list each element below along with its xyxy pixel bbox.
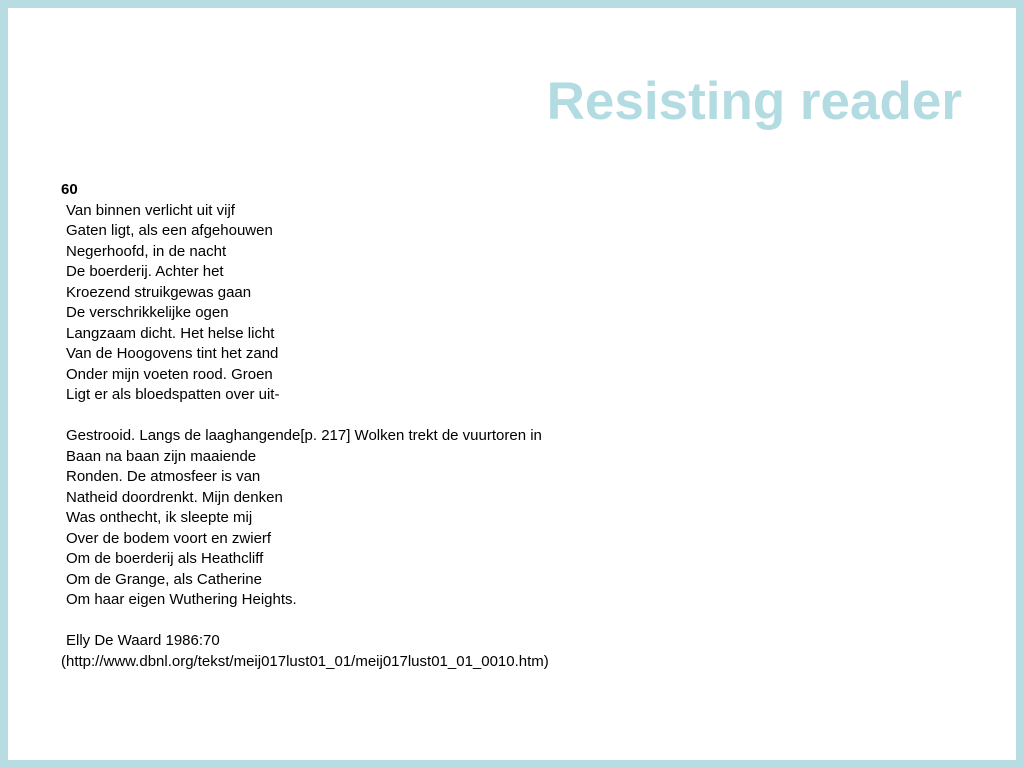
poem-attribution: Elly De Waard 1986:70 (66, 632, 220, 649)
poem-line: De boerderij. Achter het (66, 263, 224, 280)
poem-line: Baan na baan zijn maaiende (66, 447, 257, 465)
poem-line: Onder mijn voeten rood. Groen (66, 365, 273, 383)
stanza-gap (61, 406, 761, 427)
poem-line: Negerhoofd, in de nacht (66, 242, 227, 260)
poem-line: Gaten ligt, als een afgehouwen (66, 222, 273, 239)
poem-number: 60 (61, 181, 78, 198)
poem-line: Om de Grange, als Catherine (66, 570, 262, 588)
poem-line: Om de boerderij als Heathcliff (66, 550, 264, 567)
poem-line: Langzaam dicht. Het helse licht (66, 324, 275, 342)
poem-line: Over de bodem voort en zwierf (66, 529, 272, 547)
poem-line: Van binnen verlicht uit vijf (66, 201, 235, 219)
slide-title: Resisting reader (546, 72, 962, 131)
poem-line: Gestrooid. Langs de laaghangende[p. 217] Wolken trekt de vuurtoren in (66, 427, 542, 444)
poem-line: Ronden. De atmosfeer is van (66, 468, 261, 485)
poem-line: De verschrikkelijke ogen (66, 304, 229, 321)
stanza-gap (61, 611, 761, 632)
poem-line: Ligt er als bloedspatten over uit- (66, 386, 280, 403)
poem-line: Van de Hoogovens tint het zand (66, 345, 279, 362)
poem-line: Was onthecht, ik sleepte mij (66, 509, 253, 526)
poem-body (61, 180, 761, 672)
stanza-2 (61, 426, 761, 611)
stanza-1 (61, 201, 761, 406)
source-url: (http://www.dbnl.org/tekst/meij017lust01_01/meij017lust01_01_0010.htm) (61, 652, 549, 670)
poem-line: Om haar eigen Wuthering Heights. (66, 591, 297, 608)
poem-line: Kroezend struikgewas gaan (66, 283, 252, 301)
poem-line: Natheid doordrenkt. Mijn denken (66, 488, 283, 506)
